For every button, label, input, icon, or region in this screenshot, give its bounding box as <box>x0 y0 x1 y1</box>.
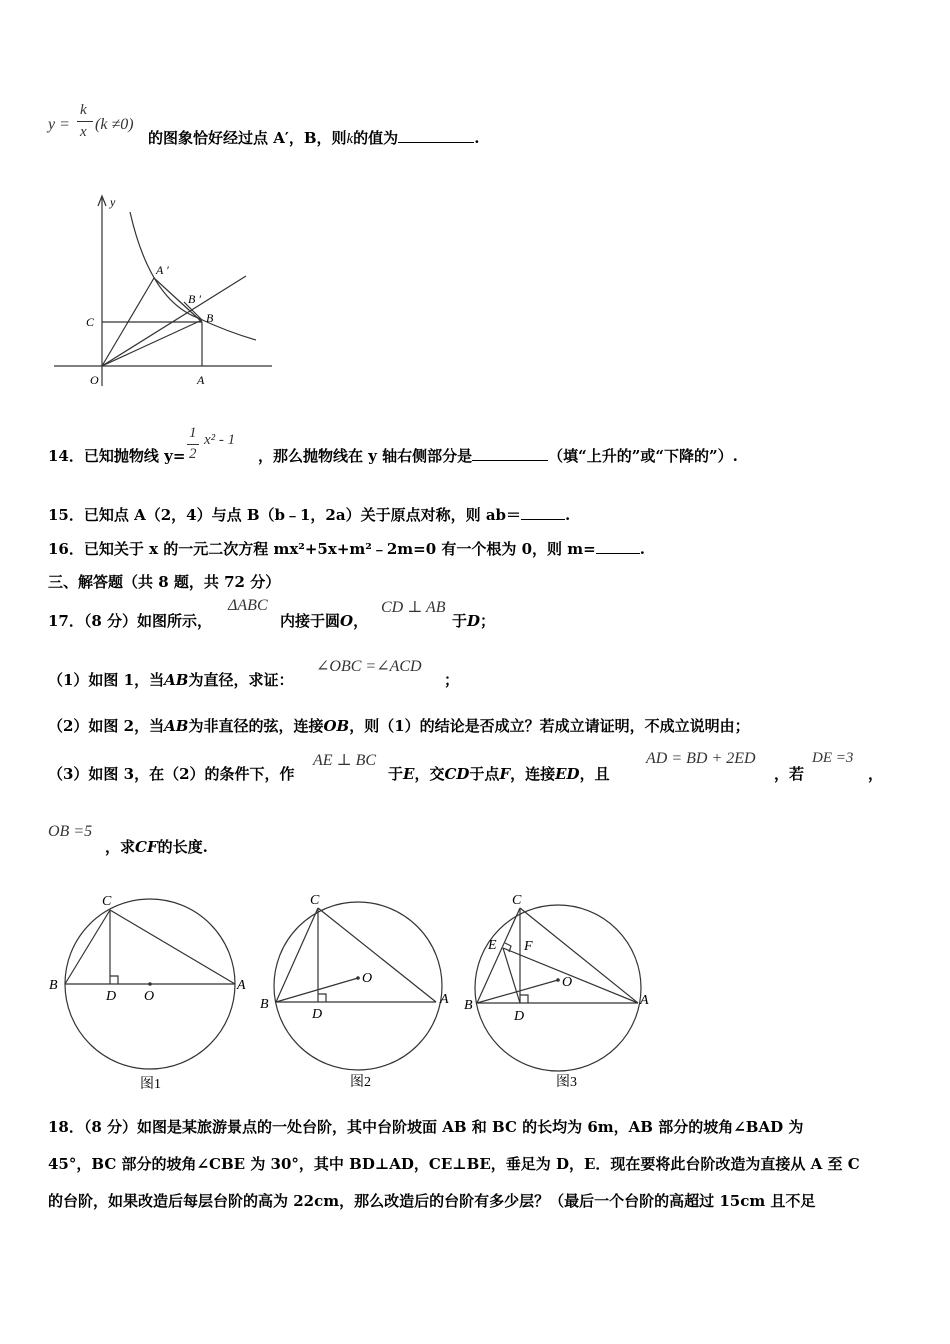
fig2-label-A: A <box>440 992 449 1007</box>
figure-3 <box>475 905 641 1071</box>
fig13-label-A-prime: A ′ <box>156 263 169 277</box>
q16-line <box>48 539 645 559</box>
q15-text: 15．已知点 A（2，4）与点 B（b﹣1，2a）关于原点对称，则 ab＝ <box>48 506 522 524</box>
q14-number: 14．已知抛物线 y= <box>48 447 186 465</box>
formula-y: y = <box>48 116 70 133</box>
q17-p3-g: ， <box>868 765 884 783</box>
q16-text: 16．已知关于 x 的一元二次方程 mx²+5x+m²﹣2m=0 有一个根为 0，则 m= <box>48 540 596 558</box>
fig3-caption: 图3 <box>556 1075 577 1090</box>
q17-t2: 于 <box>452 612 468 630</box>
k-symbol: k <box>346 131 354 147</box>
q17-math-angle: ∠OBC =∠ACD <box>316 658 422 675</box>
q15-line <box>48 505 570 525</box>
q17-math-ob: OB =5 <box>48 823 93 840</box>
q15-end: . <box>565 506 571 524</box>
q17-p2-end: ，则（1）的结论是否成立？若成立请证明，不成立说明由； <box>349 717 750 735</box>
q14-answer-blank <box>472 446 548 461</box>
fig1-caption: 图1 <box>140 1077 161 1092</box>
q17-stem-a <box>280 611 368 631</box>
q15-answer-blank <box>521 505 565 520</box>
fig1-label-B: B <box>49 978 58 993</box>
formula-condition: (k ≠0) <box>95 116 134 133</box>
q14-frac-den: 2 <box>189 446 197 462</box>
q17-CF: CF <box>135 838 158 856</box>
q17-math-ad: AD = BD + 2ED <box>646 750 756 767</box>
q14-expression: x² - 1 <box>204 432 236 448</box>
q17-CD: CD <box>444 765 470 783</box>
q18-line-1: 18．（8 分）如图是某旅游景点的一处台阶，其中台阶坡面 AB 和 BC 的长均为 6m，AB 部分的坡角∠BAD 为 <box>48 1118 804 1136</box>
section-3-heading: 三、解答题（共 8 题，共 72 分） <box>48 573 281 591</box>
q17-p2-head: （2）如图 2，当 <box>48 717 165 735</box>
q17-part3-mid <box>388 764 610 784</box>
formula-numerator: k <box>80 102 87 118</box>
q17-math-ae: AE ⊥ BC <box>313 752 377 769</box>
fraction-bar <box>77 121 93 122</box>
q17-p1-mid: 为直径，求证： <box>188 671 294 689</box>
q17-p3-d: ，连接 <box>510 765 556 783</box>
fig2-label-D: D <box>312 1007 323 1022</box>
q17-p1-head: （1）如图 1，当 <box>48 671 165 689</box>
fig3-label-O: O <box>562 975 573 990</box>
q17-O: O <box>340 612 354 630</box>
q17-D: D <box>467 612 481 630</box>
q18-line-2: 45°，BC 部分的坡角∠CBE 为 30°，其中 BD⊥AD，CE⊥BE，垂足为 D，E．现在要将此台阶改造为直接从 A 至 C <box>48 1155 860 1173</box>
fig2-label-C: C <box>310 893 320 908</box>
q17-p2-mid: 为非直径的弦，连接 <box>188 717 324 735</box>
fig3-label-F: F <box>524 939 533 954</box>
formula-denominator: x <box>80 124 87 140</box>
q16-answer-blank <box>596 539 640 554</box>
fig3-label-E: E <box>488 938 497 953</box>
q13-text-b: 的值为 <box>353 129 399 147</box>
q17-p3-e: ，且 <box>579 765 610 783</box>
fig1-label-D: D <box>106 989 117 1004</box>
q17-figures <box>40 888 660 1096</box>
q17-p3-c: 于点 <box>469 765 500 783</box>
q17-part2 <box>48 716 750 736</box>
fig1-label-A: A <box>237 978 246 993</box>
q17-comma: ， <box>353 612 369 630</box>
q17-stem-b <box>452 611 495 631</box>
q13-figure <box>50 190 280 395</box>
q17-p3-a: 于 <box>388 765 404 783</box>
fig13-label-B-prime: B ′ <box>188 292 201 306</box>
q18-line-3: 的台阶，如果改造后每层台阶的高为 22cm，那么改造后的台阶有多少层？（最后一个台阶的高超过 15cm 且不足 <box>48 1192 816 1210</box>
q17-AB: AB <box>164 671 189 689</box>
fig2-label-O: O <box>362 971 373 986</box>
q17-F: F <box>499 765 511 783</box>
fig13-label-O: O <box>90 373 99 387</box>
fig13-label-C: C <box>86 315 95 329</box>
figure-2 <box>274 902 442 1070</box>
q14-text: ，那么抛物线在 y 轴右侧部分是 <box>258 447 473 465</box>
q17-E: E <box>403 765 415 783</box>
q17-ED: ED <box>555 765 580 783</box>
q14-frac-num: 1 <box>189 425 197 441</box>
q17-part3-head: （3）如图 3，在（2）的条件下，作 <box>48 765 295 783</box>
q16-end: . <box>639 540 645 558</box>
fig13-label-A: A <box>197 373 205 387</box>
q17-part3-end <box>105 837 208 857</box>
q17-p3-b: ，交 <box>414 765 445 783</box>
q13-text-a: 的图象恰好经过点 A′，B，则 <box>148 129 347 147</box>
fig1-label-C: C <box>102 894 112 909</box>
fig3-label-D: D <box>514 1009 525 1024</box>
fig2-label-B: B <box>260 997 269 1012</box>
fig13-label-B: B <box>206 311 214 325</box>
fig1-label-O: O <box>144 989 155 1004</box>
fig3-label-A: A <box>640 993 649 1008</box>
q13-text-line <box>148 128 479 149</box>
q17-AB-2: AB <box>164 717 189 735</box>
q17-math-perp: CD ⊥ AB <box>381 599 446 616</box>
q14-hint: （填“上升的”或“下降的”）. <box>548 447 738 465</box>
fig13-label-y: y <box>110 195 116 209</box>
q17-math-triangle: ΔABC <box>228 597 268 614</box>
q17-part1 <box>48 670 293 690</box>
fig3-label-C: C <box>512 893 522 908</box>
q17-p3-f: ，若 <box>774 765 805 783</box>
q14-fraction-bar <box>187 444 199 445</box>
fig2-caption: 图2 <box>350 1075 371 1090</box>
q17-p1-end: ； <box>444 671 460 689</box>
q13-end: . <box>474 129 480 147</box>
fig3-label-B: B <box>464 998 473 1013</box>
q17-OB: OB <box>323 717 350 735</box>
q17-head: 17．（8 分）如图所示， <box>48 612 213 630</box>
q17-p3-i: 的长度. <box>157 838 208 856</box>
q14-text-line <box>258 446 738 466</box>
q13-answer-blank <box>398 128 474 143</box>
q17-t1: 内接于圆 <box>280 612 341 630</box>
q17-p3-h: ，求 <box>105 838 136 856</box>
q17-t3: ； <box>480 612 496 630</box>
q17-math-de: DE =3 <box>812 750 854 766</box>
